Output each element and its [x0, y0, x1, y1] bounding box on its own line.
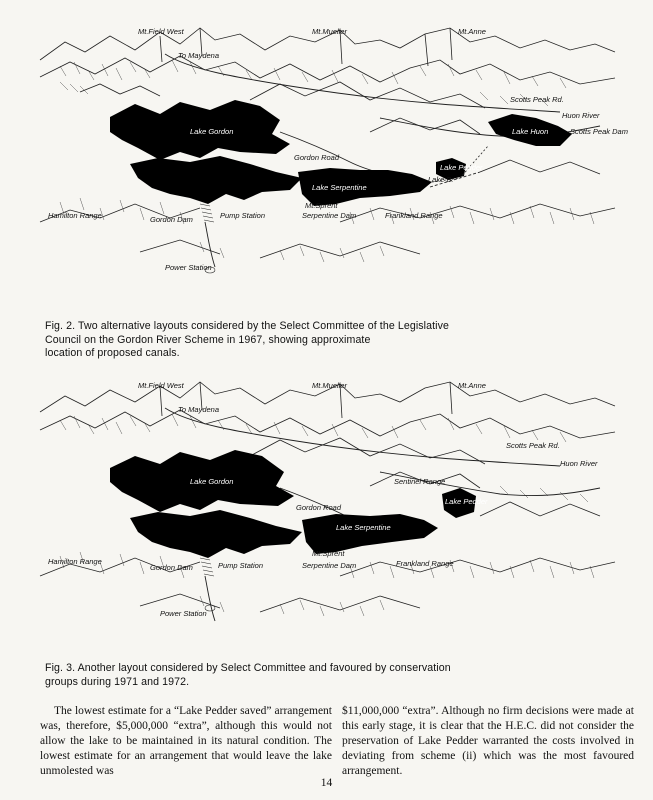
figure-3-map	[40, 376, 615, 648]
label-serpentine-dam: Serpentine Dam	[302, 211, 357, 220]
label-mt-anne: Mt.Anne	[458, 27, 486, 36]
label-lake-pedder: Lake Pedder	[440, 163, 483, 172]
label-gordon-dam: Gordon Dam	[150, 563, 193, 572]
label-gordon-road: Gordon Road	[296, 503, 342, 512]
mountain-ridges	[40, 382, 615, 612]
label-serpentine-dam: Serpentine Dam	[302, 561, 357, 570]
caption-line: Council on the Gordon River Scheme in 1967, showing approximate	[45, 333, 371, 346]
label-hamilton-range: Hamilton Range	[48, 211, 102, 220]
label-mt-mueller: Mt.Mueller	[312, 27, 348, 36]
label-mt-anne: Mt.Anne	[458, 381, 486, 390]
label-hamilton-range: Hamilton Range	[48, 557, 102, 566]
caption-line: location of proposed canals.	[45, 347, 180, 359]
label-mt-sprent: Mt.Sprent	[312, 549, 345, 558]
label-frankland-range: Frankland Range	[396, 559, 454, 568]
body-text-left-column: The lowest estimate for a “Lake Pedder saved” arrangement was, therefore, $5,000,000 “extra”, although this would not allow the lake to be maintained in its natural condition. The lowest estimate for an arrangement that would leave the lake unmolested was	[40, 705, 332, 777]
label-scotts-peak-dam: Scotts Peak Dam	[570, 127, 628, 136]
label-lake-pedder: Lake Pedder	[445, 497, 488, 506]
label-lake-gordon: Lake Gordon	[190, 127, 234, 136]
page-number: 14	[320, 777, 333, 789]
label-mt-field-west: Mt.Field West	[138, 27, 184, 36]
caption-line: Fig. 3. Another layout considered by Select Committee and favoured by conservation	[45, 662, 451, 674]
label-power-station: Power Station	[160, 609, 207, 618]
label-pump-station: Pump Station	[220, 211, 266, 220]
lake-serpentine-shape	[302, 514, 438, 554]
label-scotts-peak-rd: Scotts Peak Rd.	[506, 441, 560, 450]
label-to-maydena: To Maydena	[178, 405, 220, 414]
label-lake-b: Lake B.	[428, 175, 454, 184]
figure-2-caption	[45, 320, 620, 361]
label-mt-sprent: Mt.Sprent	[305, 201, 338, 210]
label-frankland-range: Frankland Range	[385, 211, 443, 220]
label-power-station: Power Station	[165, 263, 212, 272]
label-lake-serpentine: Lake Serpentine	[312, 183, 367, 192]
map-drawing	[40, 376, 615, 648]
label-pump-station: Pump Station	[218, 561, 264, 570]
dam-marks	[200, 558, 215, 611]
caption-line: groups during 1971 and 1972.	[45, 675, 190, 688]
label-lake-huon: Lake Huon	[512, 127, 549, 136]
label-mt-mueller: Mt.Mueller	[312, 381, 348, 390]
map-drawing	[40, 22, 628, 294]
figure-3-caption	[45, 662, 620, 689]
lake-gordon-arm	[130, 156, 302, 204]
figure-2-map	[40, 22, 628, 294]
label-scotts-peak-rd: Scotts Peak Rd.	[510, 95, 564, 104]
label-huon-river: Huon River	[560, 459, 598, 468]
label-lake-gordon: Lake Gordon	[190, 477, 234, 486]
lakes	[110, 450, 476, 558]
label-mt-field-west: Mt.Field West	[138, 381, 184, 390]
lake-gordon-arm	[130, 510, 302, 558]
label-lake-serpentine: Lake Serpentine	[336, 523, 391, 532]
label-huon-river: Huon River	[562, 111, 600, 120]
label-gordon-dam: Gordon Dam	[150, 215, 193, 224]
label-to-maydena: To Maydena	[178, 51, 220, 60]
body-text-right-column: $11,000,000 “extra”. Although no firm decisions were made at this early stage, it is clear that the H.E.C. did not consider the preservation of Lake Pedder warranted the costs involved in deviating from scheme (ii) which was the most favoured arrangement.	[342, 705, 634, 777]
label-sentinel-range: Sentinel Range	[394, 477, 446, 486]
caption-line: Fig. 2. Two alternative layouts considered by the Select Committee of the Legislative	[45, 320, 450, 332]
label-gordon-road: Gordon Road	[294, 153, 340, 162]
